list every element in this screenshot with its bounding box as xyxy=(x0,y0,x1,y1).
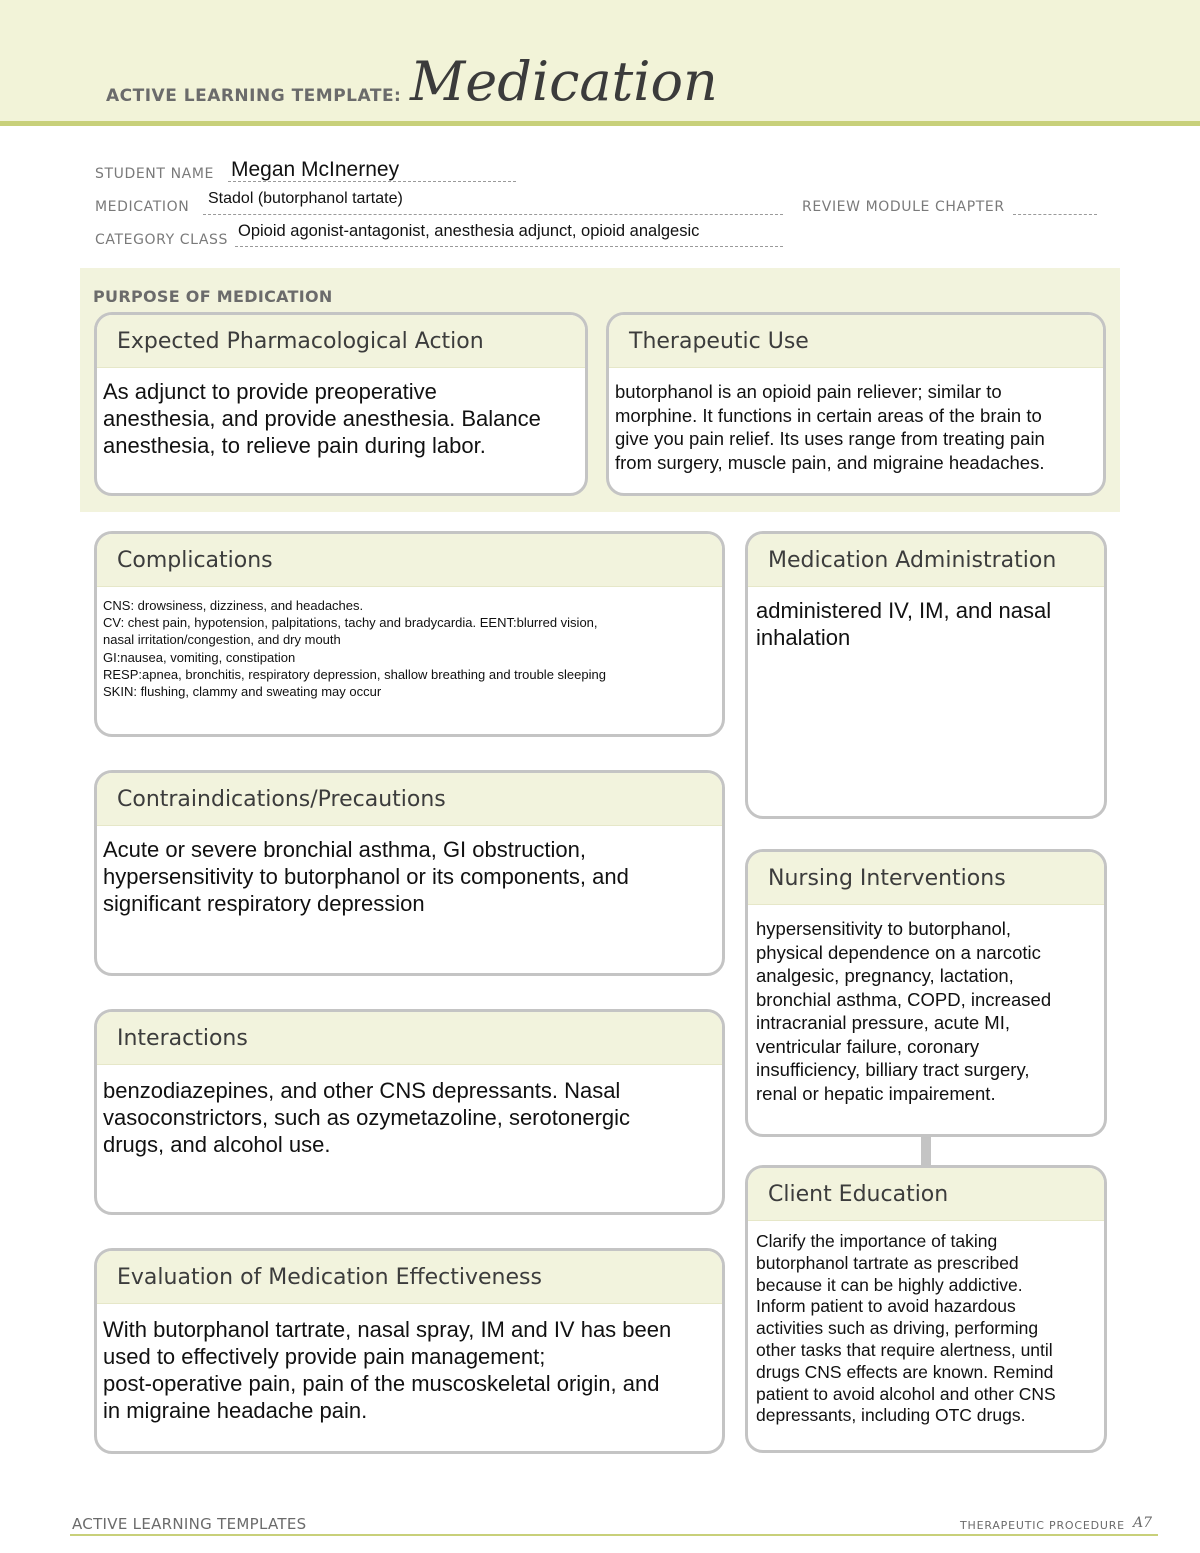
client-education-card xyxy=(745,1165,1107,1453)
category-class-field[interactable]: Opioid agonist-antagonist, anesthesia adjunct, opioid analgesic xyxy=(238,222,700,240)
expected-action-card xyxy=(94,312,588,496)
evaluation-text[interactable]: With butorphanol tartrate, nasal spray, IM and IV has been used to effectively provide pain management; post-operative pain, pain of the muscoskeletal origin, and in migraine headache pain. xyxy=(103,1317,672,1423)
medication-label: MEDICATION xyxy=(95,199,190,215)
template-title: Medication xyxy=(410,50,718,113)
contraindications-card xyxy=(94,770,725,976)
evaluation-card xyxy=(94,1248,725,1454)
client-education-heading: Client Education xyxy=(748,1168,1104,1221)
student-name-label: STUDENT NAME xyxy=(95,166,214,182)
complications-text[interactable]: CNS: drowsiness, dizziness, and headaches. CV: chest pain, hypotension, palpitations, tachy and bradycardia. EENT:blurred vision, nasal irritation/congestion, and dry mouth GI:nausea, vomiting, constipation RESP:apnea, bronchitis, respiratory depression, shallow breathing and trouble sleeping SKIN: flushing, clammy and sweating may occur xyxy=(103,598,606,700)
client-education-text[interactable]: Clarify the importance of taking butorphanol tartrate as prescribed because it can be highly addictive. Inform patient to avoid hazardous activities such as driving, performing other tasks that require alertness, until drugs CNS effects are known. Remind patient to avoid alcohol and other CNS depressants, including OTC drugs. xyxy=(756,1231,1056,1426)
complications-heading: Complications xyxy=(97,534,722,587)
administration-heading: Medication Administration xyxy=(748,534,1104,587)
medication-line xyxy=(203,214,783,215)
contraindications-heading: Contraindications/Precautions xyxy=(97,773,722,826)
category-class-line xyxy=(235,246,783,247)
interactions-heading: Interactions xyxy=(97,1012,722,1065)
footer-left-label: ACTIVE LEARNING TEMPLATES xyxy=(72,1515,307,1533)
administration-text[interactable]: administered IV, IM, and nasal inhalation xyxy=(756,598,1052,650)
nursing-interventions-text[interactable]: hypersensitivity to butorphanol, physical dependence on a narcotic analgesic, pregnancy, lactation, bronchial asthma, COPD, increased intracranial pressure, acute MI, ventricular failure, coronary insufficiency, billiary tract surgery, renal or hepatic impairement. xyxy=(756,918,1052,1104)
therapeutic-use-text[interactable]: butorphanol is an opioid pain reliever; similar to morphine. It functions in certain areas of the brain to give you pain relief. Its uses range from treating pain from surgery, muscle pain, and migraine headaches. xyxy=(615,381,1045,473)
footer-right-label: THERAPEUTIC PROCEDURE xyxy=(960,1519,1125,1532)
template-label: ACTIVE LEARNING TEMPLATE: xyxy=(106,86,402,106)
page-number: A7 xyxy=(1133,1515,1153,1531)
nursing-interventions-card xyxy=(745,849,1107,1137)
administration-card xyxy=(745,531,1107,819)
review-module-line xyxy=(1013,214,1097,215)
review-module-label: REVIEW MODULE CHAPTER xyxy=(802,199,1005,215)
therapeutic-use-card xyxy=(606,312,1106,496)
student-name-field[interactable]: Megan McInerney xyxy=(231,158,400,181)
therapeutic-use-heading: Therapeutic Use xyxy=(609,315,1103,368)
expected-action-text[interactable]: As adjunct to provide preoperative anesthesia, and provide anesthesia. Balance anesthesia, to relieve pain during labor. xyxy=(103,379,541,458)
expected-action-heading: Expected Pharmacological Action xyxy=(97,315,585,368)
footer-rule xyxy=(70,1534,1158,1536)
interactions-card xyxy=(94,1009,725,1215)
purpose-title: PURPOSE OF MEDICATION xyxy=(93,287,333,306)
evaluation-heading: Evaluation of Medication Effectiveness xyxy=(97,1251,722,1304)
interactions-text[interactable]: benzodiazepines, and other CNS depressants. Nasal vasoconstrictors, such as ozymetazoline, serotonergic drugs, and alcohol use. xyxy=(103,1078,631,1157)
nursing-interventions-heading: Nursing Interventions xyxy=(748,852,1104,905)
contraindications-text[interactable]: Acute or severe bronchial asthma, GI obstruction, hypersensitivity to butorphanol or its components, and significant respiratory depression xyxy=(103,837,629,916)
header-rule xyxy=(0,121,1200,126)
category-class-label: CATEGORY CLASS xyxy=(95,232,229,248)
card-connector xyxy=(921,1135,931,1167)
complications-card xyxy=(94,531,725,737)
medication-field[interactable]: Stadol (butorphanol tartate) xyxy=(208,190,403,207)
